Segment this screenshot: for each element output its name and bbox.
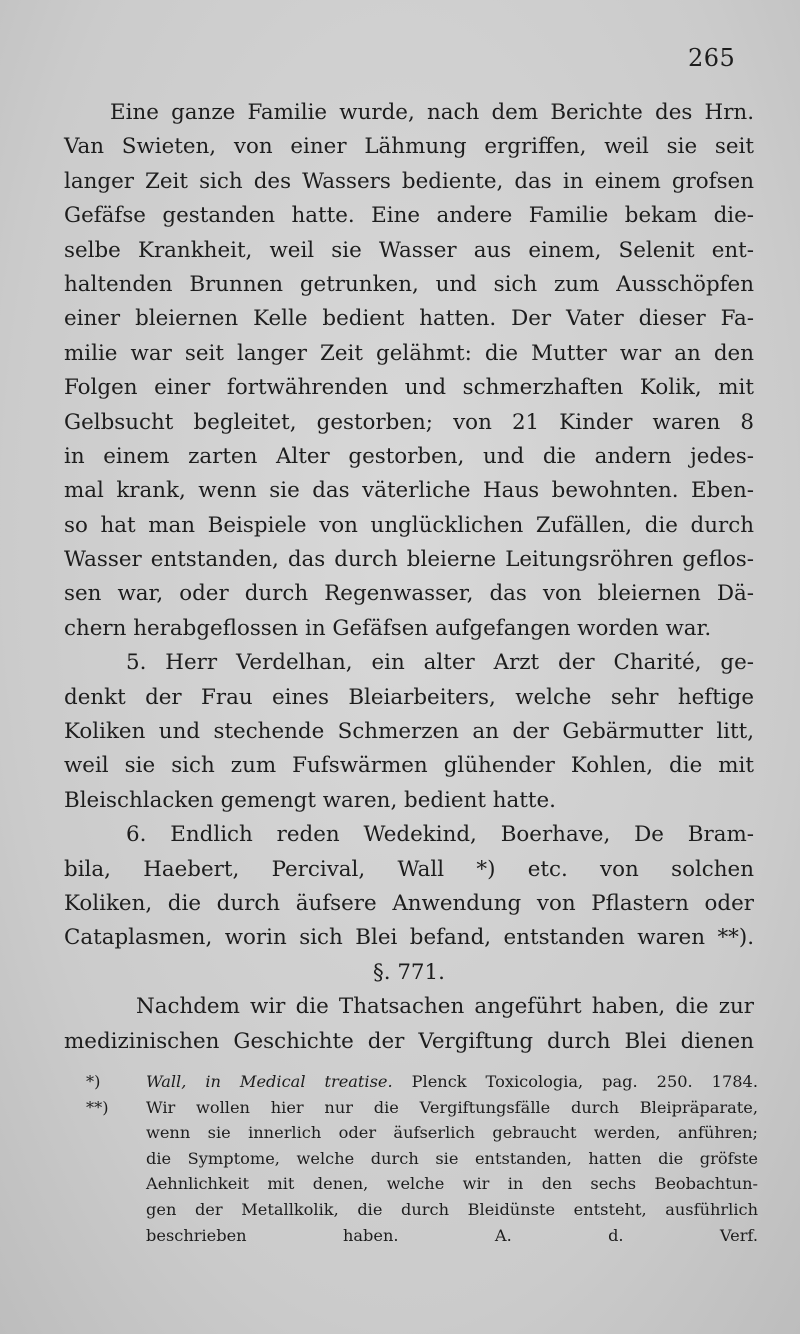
text-line: Wasser entstanden, das durch bleierne Leitungsröhren geflos- — [64, 547, 754, 573]
text-line: Koliken und stechende Schmerzen an der Gebärmutter litt, — [64, 719, 754, 745]
text-line: denkt der Frau eines Bleiarbeiters, welche sehr heftige — [64, 684, 754, 710]
text-line: langer Zeit sich des Wassers bediente, das in einem grofsen — [64, 168, 754, 194]
text-line: einer bleiernen Kelle bedient hatten. Der Vater dieser Fa- — [64, 306, 754, 332]
text-line: mal krank, wenn sie das väterliche Haus bewohnten. Eben- — [64, 478, 754, 504]
footnote-line: Aehnlichkeit mit denen, welche wir in den sechs Beobachtun- — [146, 1174, 758, 1194]
text-line: Van Swieten, von einer Lähmung ergriffen, weil sie seit — [64, 134, 754, 160]
footnotes — [86, 1069, 758, 1248]
footnote-text: Plenck Toxicologia, pag. 250. 1784. — [411, 1072, 758, 1091]
text-line: milie war seit langer Zeit gelähmt: die Mutter war an den — [64, 340, 754, 366]
text-line: Cataplasmen, worin sich Blei befand, entstanden waren **). — [64, 925, 754, 951]
page-number: 265 — [688, 44, 736, 72]
text-line: Gelbsucht begleitet, gestorben; von 21 Kinder waren 8 — [64, 409, 754, 435]
footnote-line: gen der Metallkolik, die durch Bleidünste entsteht, ausführlich — [146, 1199, 758, 1219]
text-line: Gefäfse gestanden hatte. Eine andere Familie bekam die- — [64, 203, 754, 229]
footnote-signature: A. d. Verf. — [494, 1225, 758, 1245]
footnote-line: wenn sie innerlich oder äufserlich gebraucht werden, anführen; — [146, 1123, 758, 1143]
text-line: in einem zarten Alter gestorben, und die andern jedes- — [64, 443, 754, 469]
text-line: bila, Haebert, Percival, Wall *) etc. von solchen — [64, 856, 754, 882]
footnote-line — [86, 1095, 758, 1121]
footnote-text: beschrieben haben. — [146, 1225, 399, 1245]
text-line: sen war, oder durch Regenwasser, das von bleiernen Dä- — [64, 581, 754, 607]
text-line: selbe Krankheit, weil sie Wasser aus einem, Selenit ent- — [64, 237, 754, 263]
footnote-line — [86, 1223, 758, 1249]
footnote-text: Wir wollen hier nur die Vergiftungsfälle durch Bleipräparate, — [146, 1097, 758, 1117]
footnote-line: die Symptome, welche durch sie entstanden, hatten die gröfste — [146, 1148, 758, 1168]
text-line: 5. Herr Verdelhan, ein alter Arzt der Charité, ge- — [126, 650, 754, 676]
text-line: Bleischlacken gemengt waren, bedient hatte. — [64, 787, 556, 813]
text-line: Nachdem wir die Thatsachen angeführt haben, die zur — [136, 994, 754, 1020]
text-line: 6. Endlich reden Wedekind, Boerhave, De Bram- — [126, 822, 754, 848]
text-line: Eine ganze Familie wurde, nach dem Berichte des Hrn. — [110, 100, 754, 125]
footnote-marker: **) — [86, 1097, 109, 1117]
text-line: chern herabgeflossen in Gefäfsen aufgefangen worden war. — [64, 615, 712, 641]
section-heading: §. 771. — [373, 959, 445, 985]
text-line: Folgen einer fortwährenden und schmerzhaften Kolik, mit — [64, 375, 754, 401]
footnote-marker: *) — [86, 1072, 101, 1091]
text-line: Koliken, die durch äufsere Anwendung von Pflastern oder — [64, 890, 754, 916]
text-line: so hat man Beispiele von unglücklichen Zufällen, die durch — [64, 512, 754, 538]
body-text — [64, 96, 754, 1059]
footnote-line — [86, 1069, 758, 1095]
text-line: weil sie sich zum Fufswärmen glühender Kohlen, die mit — [64, 753, 754, 779]
text-line: haltenden Brunnen getrunken, und sich zum Ausschöpfen — [64, 271, 754, 297]
text-line: medizinischen Geschichte der Vergiftung durch Blei dienen — [64, 1028, 754, 1054]
footnote-citation: Wall, in Medical treatise. — [146, 1072, 393, 1091]
